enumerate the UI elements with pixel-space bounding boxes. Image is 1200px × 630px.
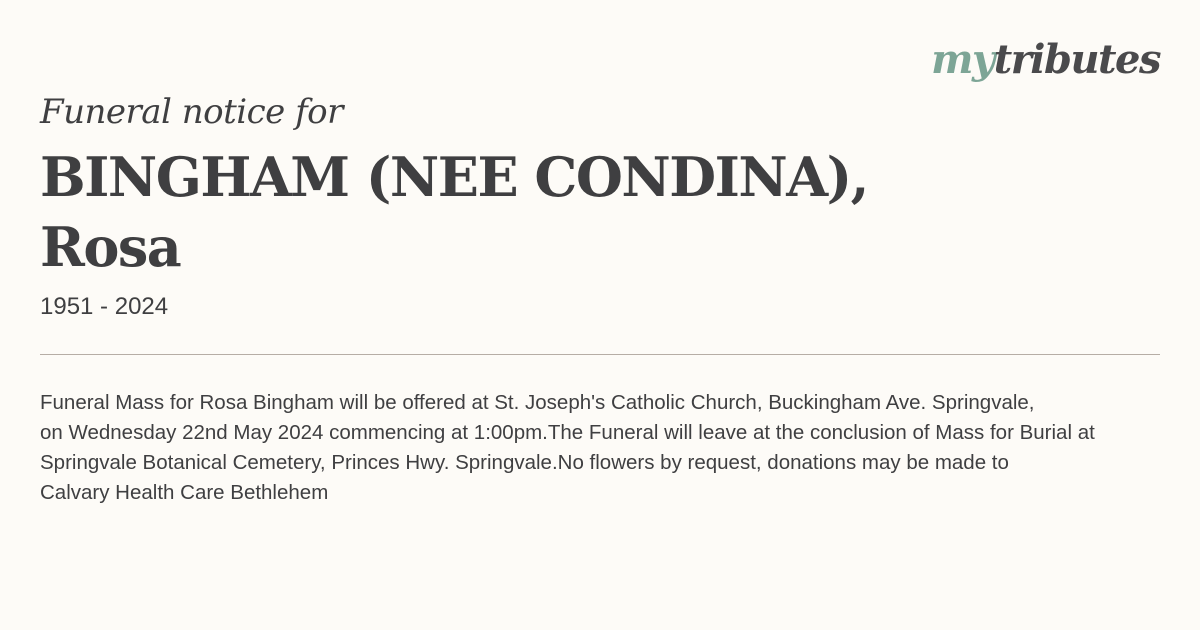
mytributes-logo[interactable] [931,34,1160,86]
logo-tributes-text: tributes [993,36,1160,83]
deceased-surname: BINGHAM (NEE CONDINA), [40,145,868,209]
logo-my-text: my [931,36,994,83]
deceased-name [40,142,868,282]
life-years: 1951 - 2024 [40,293,169,320]
notice-intro: Funeral notice for [40,92,343,132]
notice-body: Funeral Mass for Rosa Bingham will be offered at St. Joseph's Catholic Church, Buckingham Ave. Springvale, on Wednesday 22nd May 2024 commencing at 1:00pm.The Funeral will leave at the conclusion of Mass for Burial at Springvale Botanical Cemetery, Princes Hwy. Springvale.No flowers by request, donations may be made to Calvary Health Care Bethlehem [40,391,1095,504]
divider [40,354,1160,355]
deceased-given-name: Rosa [40,215,181,279]
